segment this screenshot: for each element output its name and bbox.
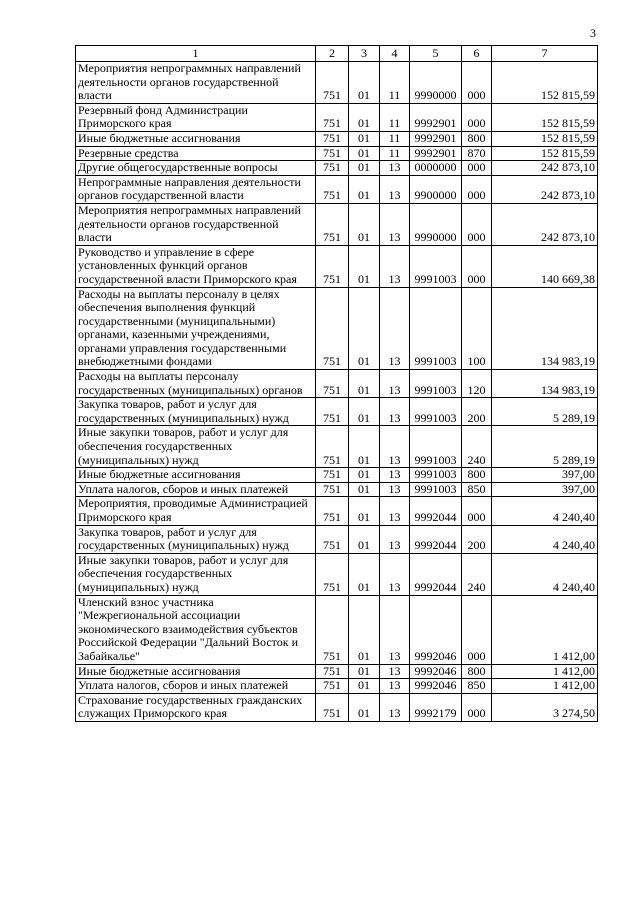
header-col-1: 1 (76, 46, 316, 62)
row-expense-type-code: 000 (462, 62, 492, 104)
row-amount: 152 815,59 (492, 103, 598, 131)
table-row (76, 62, 598, 104)
row-section-code: 01 (349, 497, 380, 525)
row-ved-code: 751 (316, 553, 349, 595)
header-col-6: 6 (462, 46, 492, 62)
row-section-code: 01 (349, 131, 380, 146)
row-section-code: 01 (349, 595, 380, 664)
row-ved-code: 751 (316, 693, 349, 721)
row-expense-type-code: 000 (462, 497, 492, 525)
row-amount: 4 240,40 (492, 525, 598, 553)
row-subsection-code: 13 (380, 468, 410, 483)
row-ved-code: 751 (316, 175, 349, 203)
row-ved-code: 751 (316, 468, 349, 483)
row-target-article-code: 9992179 (410, 693, 462, 721)
row-subsection-code: 13 (380, 245, 410, 287)
row-target-article-code: 9992901 (410, 131, 462, 146)
row-expense-type-code: 000 (462, 161, 492, 176)
row-target-article-code: 9991003 (410, 287, 462, 370)
row-section-code: 01 (349, 203, 380, 245)
row-ved-code: 751 (316, 497, 349, 525)
table-row (76, 131, 598, 146)
table-row (76, 595, 598, 664)
row-subsection-code: 13 (380, 497, 410, 525)
row-ved-code: 751 (316, 203, 349, 245)
row-ved-code: 751 (316, 245, 349, 287)
row-amount: 242 873,10 (492, 175, 598, 203)
row-amount: 5 289,19 (492, 398, 598, 426)
row-name: Иные закупки товаров, работ и услуг для обеспечения государственных (муниципальных) нужд (76, 553, 316, 595)
row-subsection-code: 13 (380, 287, 410, 370)
header-col-3: 3 (349, 46, 380, 62)
row-expense-type-code: 000 (462, 203, 492, 245)
table-row (76, 497, 598, 525)
row-amount: 242 873,10 (492, 203, 598, 245)
row-ved-code: 751 (316, 146, 349, 161)
row-section-code: 01 (349, 62, 380, 104)
row-section-code: 01 (349, 161, 380, 176)
row-name: Иные бюджетные ассигнования (76, 664, 316, 679)
table-header-row (76, 46, 598, 62)
row-amount: 4 240,40 (492, 553, 598, 595)
row-target-article-code: 9991003 (410, 245, 462, 287)
row-target-article-code: 9992044 (410, 525, 462, 553)
row-subsection-code: 13 (380, 398, 410, 426)
table-row (76, 370, 598, 398)
row-name: Непрограммные направления деятельности органов государственной власти (76, 175, 316, 203)
row-section-code: 01 (349, 287, 380, 370)
row-amount: 397,00 (492, 482, 598, 497)
row-target-article-code: 9992046 (410, 664, 462, 679)
row-name: Резервные средства (76, 146, 316, 161)
table-row (76, 161, 598, 176)
row-amount: 134 983,19 (492, 287, 598, 370)
header-col-5: 5 (410, 46, 462, 62)
row-expense-type-code: 800 (462, 468, 492, 483)
row-target-article-code: 9992901 (410, 146, 462, 161)
row-expense-type-code: 000 (462, 175, 492, 203)
table-row (76, 103, 598, 131)
row-subsection-code: 13 (380, 595, 410, 664)
row-target-article-code: 9992046 (410, 679, 462, 694)
row-section-code: 01 (349, 468, 380, 483)
row-subsection-code: 13 (380, 664, 410, 679)
row-section-code: 01 (349, 370, 380, 398)
row-target-article-code: 0000000 (410, 161, 462, 176)
row-amount: 1 412,00 (492, 664, 598, 679)
row-ved-code: 751 (316, 664, 349, 679)
row-target-article-code: 9992901 (410, 103, 462, 131)
row-ved-code: 751 (316, 398, 349, 426)
row-ved-code: 751 (316, 103, 349, 131)
table-row (76, 203, 598, 245)
row-expense-type-code: 000 (462, 245, 492, 287)
row-subsection-code: 13 (380, 426, 410, 468)
row-name: Членский взнос участника "Межрегиональной ассоциации экономического взаимодействия субъектов Российской Федерации "Дальний Восток и Забайкалье" (76, 595, 316, 664)
row-ved-code: 751 (316, 161, 349, 176)
table-row (76, 525, 598, 553)
row-target-article-code: 9990000 (410, 203, 462, 245)
row-target-article-code: 9992044 (410, 553, 462, 595)
row-target-article-code: 9991003 (410, 370, 462, 398)
table-row (76, 553, 598, 595)
row-expense-type-code: 120 (462, 370, 492, 398)
row-ved-code: 751 (316, 426, 349, 468)
row-subsection-code: 13 (380, 203, 410, 245)
row-expense-type-code: 800 (462, 664, 492, 679)
row-ved-code: 751 (316, 679, 349, 694)
row-subsection-code: 13 (380, 482, 410, 497)
row-expense-type-code: 200 (462, 525, 492, 553)
row-amount: 152 815,59 (492, 146, 598, 161)
table-row (76, 146, 598, 161)
table-row (76, 426, 598, 468)
row-target-article-code: 9900000 (410, 175, 462, 203)
row-section-code: 01 (349, 693, 380, 721)
row-amount: 152 815,59 (492, 131, 598, 146)
row-section-code: 01 (349, 103, 380, 131)
row-section-code: 01 (349, 553, 380, 595)
page-number: 3 (590, 26, 596, 40)
row-expense-type-code: 240 (462, 426, 492, 468)
row-expense-type-code: 850 (462, 679, 492, 694)
row-section-code: 01 (349, 664, 380, 679)
row-expense-type-code: 100 (462, 287, 492, 370)
row-name: Другие общегосударственные вопросы (76, 161, 316, 176)
row-amount: 134 983,19 (492, 370, 598, 398)
row-subsection-code: 11 (380, 62, 410, 104)
row-ved-code: 751 (316, 525, 349, 553)
row-subsection-code: 13 (380, 679, 410, 694)
row-expense-type-code: 000 (462, 595, 492, 664)
row-target-article-code: 9991003 (410, 468, 462, 483)
table-row (76, 482, 598, 497)
row-subsection-code: 13 (380, 370, 410, 398)
row-subsection-code: 11 (380, 103, 410, 131)
row-section-code: 01 (349, 245, 380, 287)
row-expense-type-code: 800 (462, 131, 492, 146)
table-row (76, 245, 598, 287)
row-name: Закупка товаров, работ и услуг для государственных (муниципальных) нужд (76, 525, 316, 553)
row-ved-code: 751 (316, 482, 349, 497)
row-amount: 242 873,10 (492, 161, 598, 176)
row-ved-code: 751 (316, 370, 349, 398)
row-name: Расходы на выплаты персоналу государственных (муниципальных) органов (76, 370, 316, 398)
row-name: Расходы на выплаты персоналу в целях обеспечения выполнения функций государственными (муниципальными) органами, казенными учреждениями, органами управления государственными внебюджетными фондами (76, 287, 316, 370)
row-name: Мероприятия непрограммных направлений деятельности органов государственной власти (76, 203, 316, 245)
budget-table (75, 45, 598, 722)
header-col-7: 7 (492, 46, 598, 62)
row-amount: 5 289,19 (492, 426, 598, 468)
row-name: Иные бюджетные ассигнования (76, 131, 316, 146)
row-subsection-code: 13 (380, 161, 410, 176)
row-section-code: 01 (349, 426, 380, 468)
row-name: Мероприятия, проводимые Администрацией Приморского края (76, 497, 316, 525)
row-expense-type-code: 850 (462, 482, 492, 497)
header-col-4: 4 (380, 46, 410, 62)
row-subsection-code: 11 (380, 131, 410, 146)
row-target-article-code: 9990000 (410, 62, 462, 104)
row-expense-type-code: 240 (462, 553, 492, 595)
row-name: Уплата налогов, сборов и иных платежей (76, 482, 316, 497)
row-section-code: 01 (349, 146, 380, 161)
table-row (76, 175, 598, 203)
table-row (76, 398, 598, 426)
row-section-code: 01 (349, 175, 380, 203)
row-name: Страхование государственных гражданских служащих Приморского края (76, 693, 316, 721)
row-name: Иные закупки товаров, работ и услуг для обеспечения государственных (муниципальных) нужд (76, 426, 316, 468)
row-name: Уплата налогов, сборов и иных платежей (76, 679, 316, 694)
row-section-code: 01 (349, 482, 380, 497)
row-ved-code: 751 (316, 131, 349, 146)
table-row (76, 679, 598, 694)
row-ved-code: 751 (316, 287, 349, 370)
row-subsection-code: 13 (380, 175, 410, 203)
row-amount: 140 669,38 (492, 245, 598, 287)
row-expense-type-code: 870 (462, 146, 492, 161)
row-amount: 1 412,00 (492, 595, 598, 664)
row-target-article-code: 9991003 (410, 398, 462, 426)
row-section-code: 01 (349, 398, 380, 426)
row-section-code: 01 (349, 679, 380, 694)
row-target-article-code: 9991003 (410, 426, 462, 468)
row-expense-type-code: 000 (462, 103, 492, 131)
row-name: Иные бюджетные ассигнования (76, 468, 316, 483)
row-subsection-code: 13 (380, 693, 410, 721)
row-section-code: 01 (349, 525, 380, 553)
row-amount: 1 412,00 (492, 679, 598, 694)
row-name: Мероприятия непрограммных направлений деятельности органов государственной власти (76, 62, 316, 104)
row-subsection-code: 11 (380, 146, 410, 161)
row-amount: 4 240,40 (492, 497, 598, 525)
row-ved-code: 751 (316, 595, 349, 664)
header-col-2: 2 (316, 46, 349, 62)
table-row (76, 693, 598, 721)
row-amount: 397,00 (492, 468, 598, 483)
row-expense-type-code: 200 (462, 398, 492, 426)
row-name: Закупка товаров, работ и услуг для государственных (муниципальных) нужд (76, 398, 316, 426)
row-name: Руководство и управление в сфере установленных функций органов государственной власти Приморского края (76, 245, 316, 287)
row-amount: 3 274,50 (492, 693, 598, 721)
row-target-article-code: 9992046 (410, 595, 462, 664)
row-amount: 152 815,59 (492, 62, 598, 104)
row-target-article-code: 9992044 (410, 497, 462, 525)
table-row (76, 287, 598, 370)
row-target-article-code: 9991003 (410, 482, 462, 497)
row-subsection-code: 13 (380, 525, 410, 553)
table-row (76, 468, 598, 483)
row-expense-type-code: 000 (462, 693, 492, 721)
table-row (76, 664, 598, 679)
row-subsection-code: 13 (380, 553, 410, 595)
row-name: Резервный фонд Администрации Приморского края (76, 103, 316, 131)
row-ved-code: 751 (316, 62, 349, 104)
